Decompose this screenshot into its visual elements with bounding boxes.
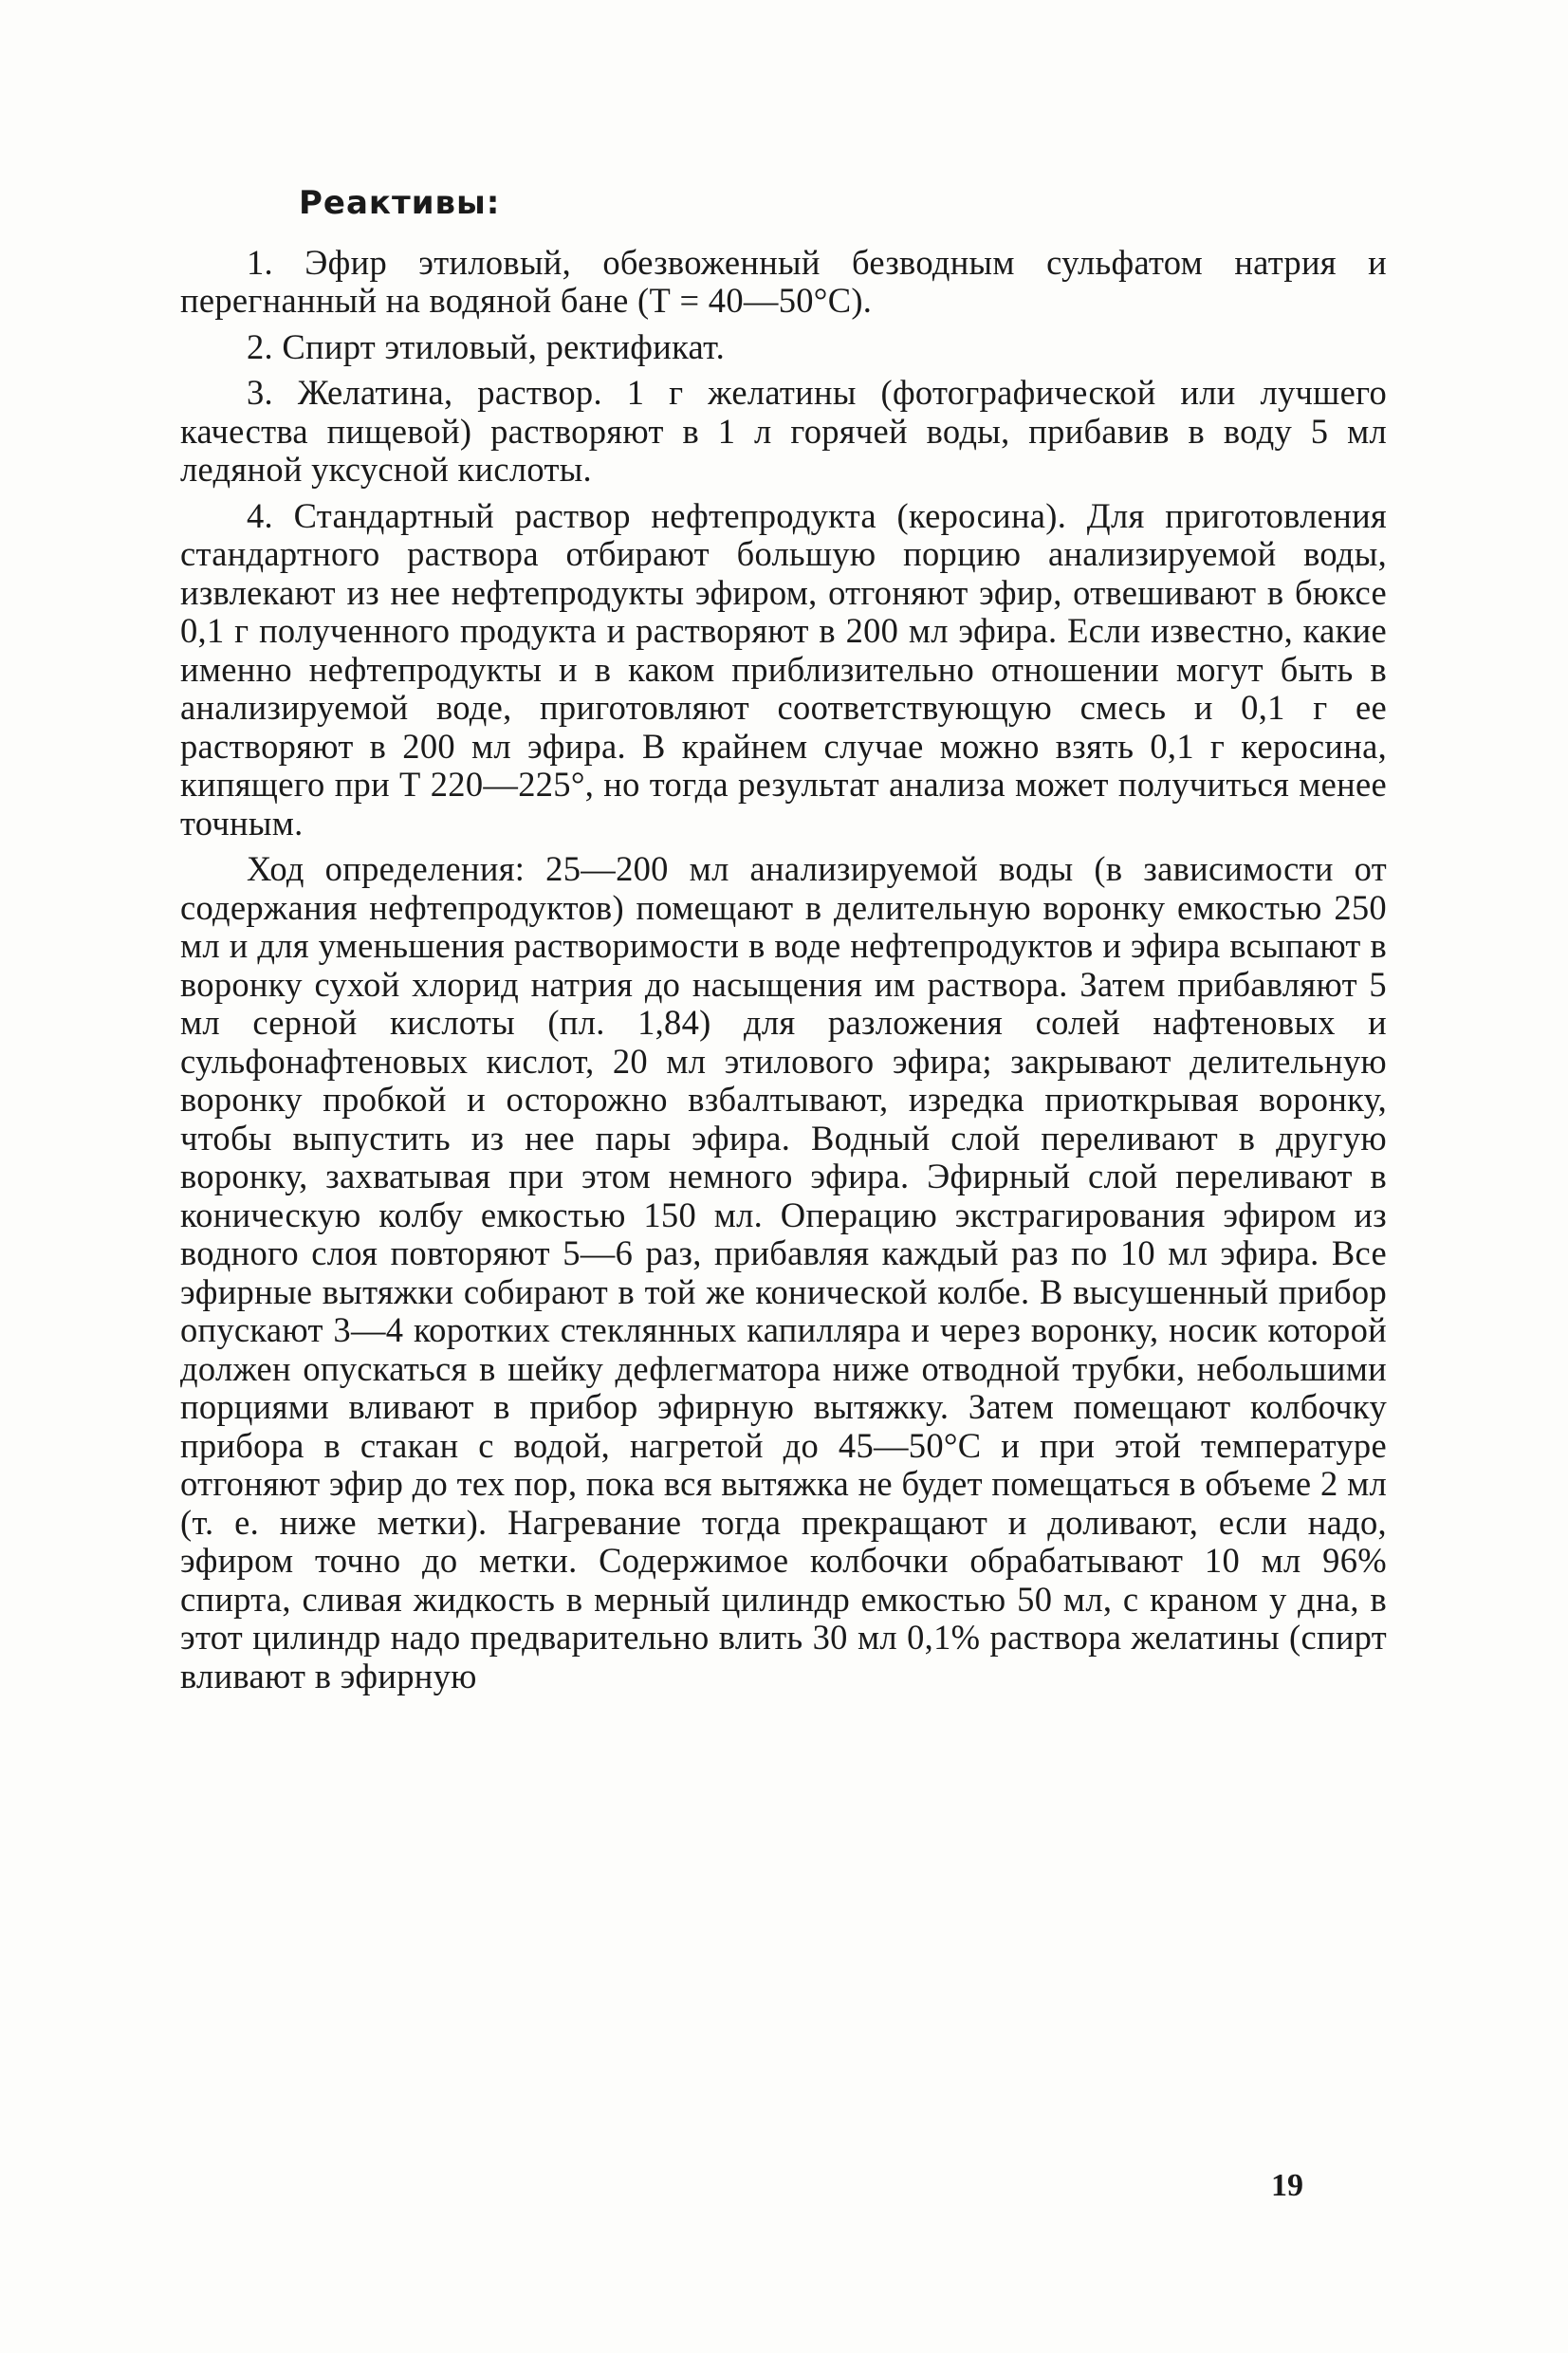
paragraph-reagent-4: 4. Стандартный раствор нефтепродукта (керосина). Для приготовления стандартного раствора отбирают большую порцию анализируемой воды, извлекают из нее нефтепродукты эфиром, отгоняют эфир, отвешивают в бюксе 0,1 г полученного продукта и растворяют в 200 мл эфира. Если известно, какие именно нефтепродукты и в каком приблизительно отношении могут быть в анализируемой воде, приготовляют соответствующую смесь и 0,1 г ее растворяют в 200 мл эфира. В крайнем случае можно взять 0,1 г керосина, кипящего при Т 220—225°, но тогда результат анализа может получиться менее точным. — [180, 495, 1387, 843]
paragraph-reagent-2: 2. Спирт этиловый, ректификат. — [247, 326, 726, 366]
paragraph-reagent-1: 1. Эфир этиловый, обезвоженный безводным сульфатом натрия и перегнанный на водяной бане (Т = 40—50°С). — [180, 242, 1387, 320]
page-number: 19 — [1271, 2168, 1303, 2203]
paragraph-reagent-3: 3. Желатина, раствор. 1 г желатины (фотографической или лучшего качества пищевой) растворяют в 1 л горячей воды, прибавив в воду 5 мл ледяной уксусной кислоты. — [180, 373, 1387, 489]
page-content — [180, 171, 1387, 1703]
paragraph-procedure: Ход определения: 25—200 мл анализируемой воды (в зависимости от содержания нефтепродуктов) помещают в делительную воронку емкостью 250 мл и для уменьшения растворимости в воде нефтепродуктов и эфира всыпают в воронку сухой хлорид натрия до насыщения им раствора. Затем прибавляют 5 мл серной кислоты (пл. 1,84) для разложения солей нафтеновых и сульфонафтеновых кислот, 20 мл этилового эфира; закрывают делительную воронку пробкой и осторожно взбалтывают, изредка приоткрывая воронку, чтобы выпустить из нее пары эфира. Водный слой переливают в другую воронку, захватывая при этом немного эфира. Эфирный слой переливают в коническую колбу емкостью 150 мл. Операцию экстрагирования эфиром из водного слоя повторяют 5—6 раз, прибавляя каждый раз по 10 мл эфира. Все эфирные вытяжки собирают в той же конической колбе. В высушенный прибор опускают 3—4 коротких стеклянных капилляра и через воронку, носик которой должен опускаться в шейку дефлегматора ниже отводной трубки, небольшими порциями вливают в прибор эфирную вытяжку. Затем помещают колбочку прибора в стакан с водой, нагретой до 45—50°С и при этой температуре отгоняют эфир до тех пор, пока вся вытяжка не будет помещаться в объеме 2 мл (т. е. ниже метки). Нагревание тогда прекращают и доливают, если надо, эфиром точно до метки. Содержимое колбочки обрабатывают 10 мл 96% спирта, сливая жидкость в мерный цилиндр емкостью 50 мл, с краном у дна, в этот цилиндр надо предварительно влить 30 мл 0,1% раствора желатины (спирт вливают в эфирную — [180, 849, 1387, 1695]
section-heading: Реактивы: — [299, 184, 501, 222]
